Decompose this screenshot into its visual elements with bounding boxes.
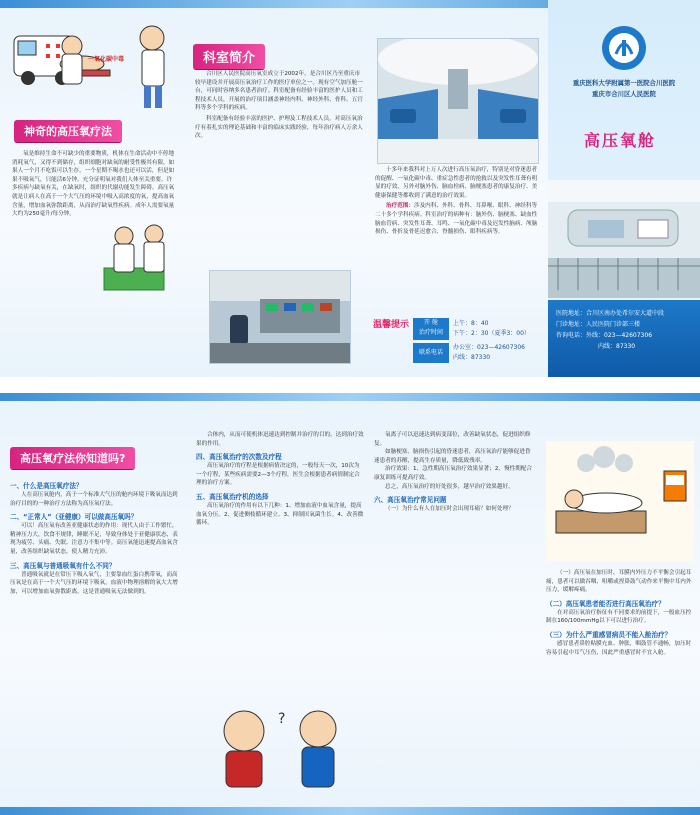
answer-3: 普通吸氧就是在常压下吸入氧气，主要靠血红蛋白携带氧，而高压氧是在高于一个大气压的环境下吸氧，血液中物理溶解的氧大大增加，可以增加血氧弥散距离，这是普通吸氧无法做到的。 xyxy=(10,571,178,595)
clinic-row xyxy=(548,319,700,330)
faq-col1-text xyxy=(10,477,182,596)
right-text xyxy=(375,166,541,237)
faq-col4-text xyxy=(546,569,696,657)
clinic-label: 门诊地址： xyxy=(556,321,587,328)
question-8: （三）为什么严重感冒病员不能入舱治疗？ xyxy=(546,630,672,639)
address-value: 合川区南办处希尔安大道中段 xyxy=(586,310,665,317)
faq-col3-text xyxy=(374,431,536,514)
indications-title: 治疗范围： xyxy=(386,203,414,210)
control-room-photo xyxy=(209,270,351,364)
cartoon-sign: 一氧化碳中毒 xyxy=(88,56,125,63)
faq-col2-text xyxy=(196,431,364,528)
open-label: 开 舱 xyxy=(424,319,438,326)
consult-phone-label: 咨询电话： xyxy=(556,332,587,339)
faq-column-4 xyxy=(540,401,700,807)
address-label: 医院地址： xyxy=(556,310,587,317)
col3-paragraph-1: 如脑梗塞、脑损伤引起的昏迷患者，高压氧治疗能够促进昏迷患者的苏醒，提高生存质量，降低致残率。 xyxy=(374,449,531,464)
faq-column-2 xyxy=(190,401,368,807)
middle-panel xyxy=(185,8,367,377)
ear-pain-cartoon xyxy=(208,701,358,791)
indications-text: 涉及内科、外科、骨科、耳鼻喉、眼科、神经科等二十多个学科疾病。科室治疗的病种有：脑外伤、脑梗塞、缺血性脑血管病、突发性耳聋、耳鸣、一氧化碳中毒及迟发性脑病、颅脑损伤、骨折及骨延迟愈合、脊髓损伤、眼科疾病等。 xyxy=(375,203,538,236)
question-7: （二）高压氧患者能否进行高压氧治疗？ xyxy=(546,599,665,608)
col3-intro: 氧离子可以迅速达到病变部位，改善缺氧状态，促进组织修复。 xyxy=(374,432,531,447)
hospital-logo-icon xyxy=(600,24,648,72)
consult-phone-in: 内线：87330 xyxy=(598,343,636,350)
question-5: 五、高压氧治疗机的选择 xyxy=(196,492,269,501)
faq-column-1 xyxy=(0,401,190,807)
left-banner: 神奇的高压氧疗法 xyxy=(14,120,122,142)
question-1: 一、什么是高压氧疗法？ xyxy=(10,482,83,490)
intro-paragraph-1: 合川区人民医院高压氧室成立于2002年，是合川区乃至重庆市较早建设并开展高压氧治疗工作的医疗单位之一。现有空气加压舱一台，可同时容纳多名患者治疗。科室配备有经验丰富的医护人员和工程技术人员，开展的治疗项目涵盖神经内科、神经外科、骨科、五官科等多个学科的疾病。 xyxy=(195,71,363,112)
left-paragraph: 氧是维持生命不可缺少的重要物质，机体在生命活动中不停地消耗氧气，又得不到储存，组织细胞对缺氧的耐受性极其有限。如果人一个月不吃饭可以生存，一个星期不喝水也还可以活，但是如果不吸氧气，只能活6分钟。充分证明氧对我们人体至关重要。许多疾病与缺氧有关，在缺氧时，组织的代谢功能发生障碍。高压氧就是让病人在高于一个大气压的环境中吸入高浓度的氧，提高血氧含量，增加血氧弥散距离，从而治疗缺氧性疾病。成年人需要氧量大约为250毫升/每分钟。 xyxy=(12,151,175,218)
open-time-label xyxy=(413,318,449,340)
results-paragraph: 十多年来我科对上万人次进行高压氧治疗，特别是对昏迷患者的促醒、一氧化碳中毒、重症急性患者的抢救以及突发性耳聋有明显的疗效，另外对脑外伤、脑血栓病、脑梗塞患者的康复治疗、美健康保健等都收到了满意的治疗效果。 xyxy=(375,167,538,199)
phone-values xyxy=(453,343,525,363)
doctors-cartoon xyxy=(100,218,180,298)
cover-title: 高压氧舱 xyxy=(584,131,657,150)
brochure-inside-sheet xyxy=(0,393,700,815)
time-label: 治疗时间 xyxy=(418,329,443,336)
patient-bed-cartoon xyxy=(546,441,694,561)
answer-6: （一）为什么有人在加压时会出现耳痛？如何处理？ xyxy=(385,506,514,513)
answer-8: 感冒患者鼻腔粘膜充血、肿胀，咽鼓管不通畅，加压时容易引起中耳气压伤，因此严重感冒时不宜入舱。 xyxy=(546,640,692,656)
faq-banner: 高压氧疗法你知道吗? xyxy=(10,447,135,469)
intro-text xyxy=(195,70,363,141)
phone-label: 联系电话 xyxy=(413,343,449,363)
am-time: 上午：8：40 xyxy=(453,320,489,327)
brochure-outside-sheet xyxy=(0,0,700,377)
intro-banner: 科室简介 xyxy=(193,44,265,69)
hours-tag: 温馨提示 xyxy=(372,320,409,330)
col3-paragraph-3: 总之，高压氧治疗的好处很多，越早治疗效果越好。 xyxy=(385,483,514,490)
svg-text:?: ? xyxy=(278,711,286,727)
clinic-value: 人民医院门诊部三楼 xyxy=(586,321,641,328)
chamber-exterior-photo xyxy=(548,180,700,298)
answer-2: 可以！高压氧有改善亚健康状态的作用：现代人由于工作繁忙，精神压力大，饮食不规律，睡眠不足，导致身体处于亚健康状态，表现为疲劳、头痛、失眠、注意力不集中等。高压氧能迅速提高血氧含量，改善组织缺氧状态，使人精力充沛。 xyxy=(10,523,178,555)
pm-time: 下午：2：30（夏季3：00） xyxy=(453,330,530,337)
chamber-interior-photo xyxy=(377,38,539,164)
phone-internal: 内线：87330 xyxy=(453,354,491,361)
col2-intro: 合体内，从而可使机体迅速达到控制并治疗的目的，达到治疗效果的作用。 xyxy=(196,432,364,447)
answer-4: 高压氧治疗的疗程是根据病情决定的，一般每天一次，10次为一个疗程，某些疾病需要2—3个疗程，医生会根据患者病情制定合理的治疗方案。 xyxy=(196,463,360,487)
consult-phone-out: 外线：023—42607306 xyxy=(586,332,653,339)
question-4: 四、高压氧治疗的次数及疗程 xyxy=(196,453,282,462)
left-panel xyxy=(0,8,185,377)
faq-column-3 xyxy=(368,401,540,807)
ambulance-cartoon xyxy=(10,16,180,116)
answer-7: 在对高压氧治疗指征有不同要求的前提下，一般血压控制在160/100mmHg以下可以进行治疗。 xyxy=(546,609,692,625)
hours-values xyxy=(453,319,530,339)
hours-box xyxy=(371,318,547,368)
right-panel xyxy=(367,8,548,377)
hospital-name-line2: 重庆市合川区人民医院 xyxy=(592,90,656,98)
bottom-bottom-stripe xyxy=(0,807,700,815)
answer-1: 人在高压氧舱内，高于一个标准大气压的舱内环境下吸氧而达到治疗目的的一种治疗方法称为高压氧疗法。 xyxy=(10,492,178,507)
sheet-gap xyxy=(0,377,700,393)
bottom-top-stripe xyxy=(0,393,700,401)
col4-paragraph-1: （一）高压氧在加压时，耳膜内外压力不平衡会引起耳痛，患者可以做吞咽、咀嚼或捏鼻鼓气动作来平衡中耳内外压力，缓解疼痛。 xyxy=(546,570,692,594)
hospital-name-line1: 重庆医科大学附属第一医院合川医院 xyxy=(572,79,676,87)
answer-5: 高压氧治疗的作用有以下几种：1、增加血液中血氧含量，提高血氧分压。2、促进侧枝循环建立。3、抑制厌氧菌生长。4、改善微循环。 xyxy=(196,502,364,527)
address-row xyxy=(548,308,700,319)
question-2: 二、“正常人”（亚健康）可以做高压氧吗？ xyxy=(10,513,138,522)
left-text-block xyxy=(12,150,177,219)
consult-phone-row xyxy=(548,330,700,341)
question-6: 六、高压氧治疗常见问题 xyxy=(374,496,447,505)
col3-paragraph-2: 治疗效果：1、急性期高压氧治疗效果显著；2、慢性期配合康复训练可提高疗效。 xyxy=(374,466,532,481)
intro-paragraph-2: 科室配备有经验丰富的医护、护理及工程技术人员，对高压氧治疗有着扎实的理论基础和丰富的临床实践经验，每年治疗病人万余人次。 xyxy=(195,115,363,140)
question-3: 三、高压氧与普通吸氧有什么不同？ xyxy=(10,561,116,570)
phone-office: 办公室：023—42607306 xyxy=(453,344,525,351)
cover-contact-box xyxy=(548,300,700,377)
